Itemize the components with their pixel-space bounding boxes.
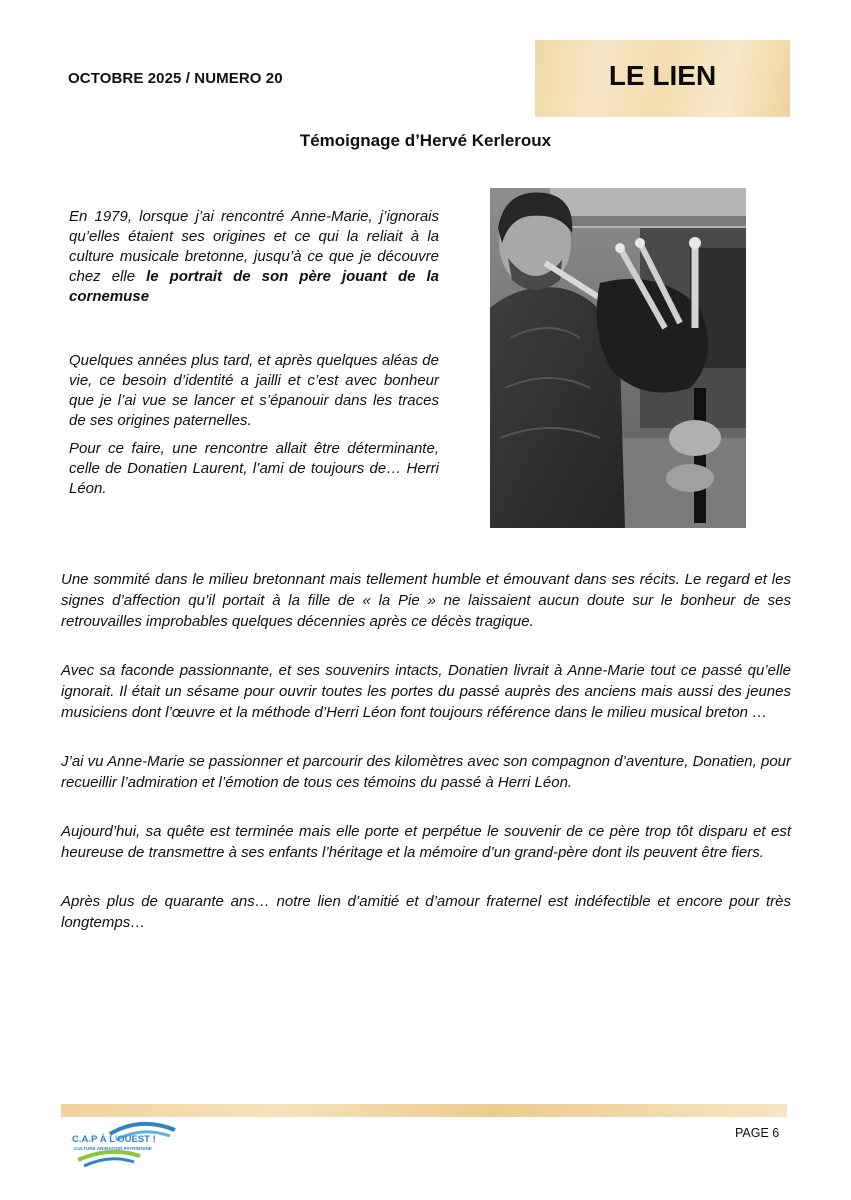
publication-title: LE LIEN — [608, 60, 717, 91]
bagpiper-photo — [490, 188, 746, 528]
body-paragraph: Après plus de quarante ans… notre lien d’amitié et d’amour fraternel est indéfectible et encore pour très longtemps… — [61, 893, 791, 931]
logo-title: C.A.P À L’OUEST ! — [72, 1134, 156, 1145]
body-paragraph: Une sommité dans le milieu bretonnant mais tellement humble et émouvant dans ses récits. Le regard et les signes d’affection qu’il portait à la fille de « la Pie » ne laissaient aucun doute sur le bonheur de ses retrouvailles improbables quelques décennies après ce décès tragique. — [61, 571, 791, 630]
page-number: PAGE 6 — [735, 1126, 780, 1140]
intro-column — [69, 207, 439, 499]
body-paragraph: J’ai vu Anne-Marie se passionner et parcourir des kilomètres avec son compagnon d’aventure, Donatien, pour recueillir l’admiration et l’émotion de tous ces témoins du passé à Herri Léon. — [61, 753, 791, 791]
intro-paragraph-1: En 1979, lorsque j’ai rencontré Anne-Marie, j’ignorais qu’elles étaient ses origines et ce qui la reliait à la culture musicale bretonne, jusqu’à ce que je découvre chez elle le portrait de son père jouant de la cornemuse — [69, 208, 440, 305]
intro-paragraph-2: Quelques années plus tard, et après quelques aléas de vie, ce besoin d’identité a jailli et c’est avec bonheur que je l’ai vue se lancer et s’épanouir dans les traces de ses origines paternelles. — [69, 352, 439, 429]
publication-banner — [535, 40, 790, 117]
logo-wave-blue-lower-icon — [84, 1159, 134, 1166]
intro-bold-phrase: le portrait de son père jouant de la cornemuse — [69, 268, 440, 305]
intro-paragraph-3: Pour ce faire, une rencontre allait être déterminante, celle de Donatien Laurent, l’ami de toujours de… Herri Léon. — [69, 440, 439, 497]
cap-a-louest-logo — [70, 1116, 190, 1172]
article-body — [61, 569, 791, 961]
logo-subtitle: CULTURE ANIMATION PATRIMOINE — [74, 1146, 152, 1151]
issue-date: OCTOBRE 2025 / NUMERO 20 — [68, 70, 283, 87]
article-title: Témoignage d’Hervé Kerleroux — [299, 131, 552, 150]
body-paragraph: Aujourd’hui, sa quête est terminée mais elle porte et perpétue le souvenir de ce père trop tôt disparu et est heureuse de transmettre à ses enfants l’héritage et la mémoire d’un grand-père dont ils peuvent être fiers. — [61, 823, 791, 861]
body-paragraph: Avec sa faconde passionnante, et ses souvenirs intacts, Donatien livrait à Anne-Marie tout ce passé qu’elle ignorait. Il était un sésame pour ouvrir toutes les portes du passé auprès des anciens mais aussi des jeunes musiciens dont l’œuvre et la méthode d’Herri Léon font toujours référence dans le milieu musical breton … — [61, 662, 791, 721]
bagpiper-photo-illustration — [490, 188, 746, 528]
